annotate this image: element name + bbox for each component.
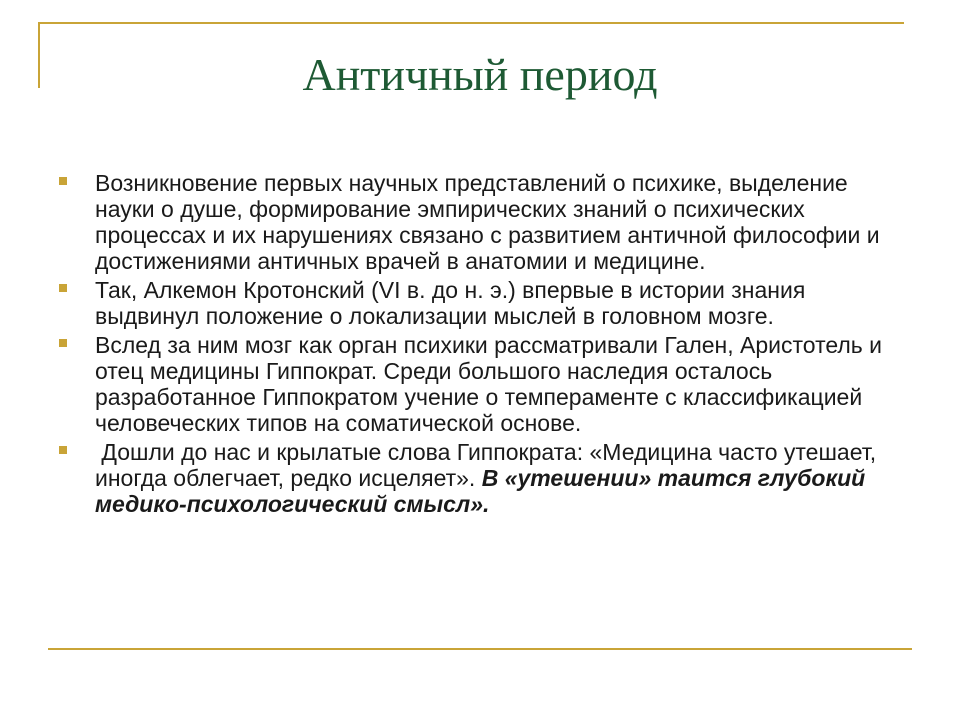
bullet-list [58, 170, 888, 520]
bullet-text: Дошли до нас и крылатые слова Гиппократа: «Медицина часто утешает, иногда облегчает, редко исцеляет». [95, 439, 883, 491]
bullet-item [58, 277, 888, 329]
square-bullet-icon [59, 177, 67, 185]
frame-bottom-border [48, 648, 912, 650]
frame-top-border [38, 22, 904, 24]
bullet-item [58, 439, 888, 517]
square-bullet-icon [59, 339, 67, 347]
bullet-item [58, 170, 888, 274]
square-bullet-icon [59, 284, 67, 292]
bullet-emphasis-text: В «утешении» таится глубокий медико-психологический смысл». [95, 465, 866, 517]
square-bullet-icon [59, 446, 67, 454]
slide-title: Античный период [302, 49, 658, 100]
bullet-text: Так, Алкемон Кротонский (VI в. до н. э.) впервые в истории знания выдвинул положение о локализации мыслей в головном мозге. [95, 277, 806, 329]
bullet-item [58, 332, 888, 436]
bullet-text: Вслед за ним мозг как орган психики рассматривали Гален, Аристотель и отец медицины Гиппократ. Среди большого наследия осталось разработанное Гиппократом учение о темпераменте с классификацией человеческих типов на соматической основе. [95, 332, 883, 436]
bullet-text: Возникновение первых научных представлений о психике, выделение науки о душе, формирование эмпирических знаний о психических процессах и их нарушениях связано с развитием античной философии и достижениями античных врачей в анатомии и медицине. [95, 170, 880, 274]
